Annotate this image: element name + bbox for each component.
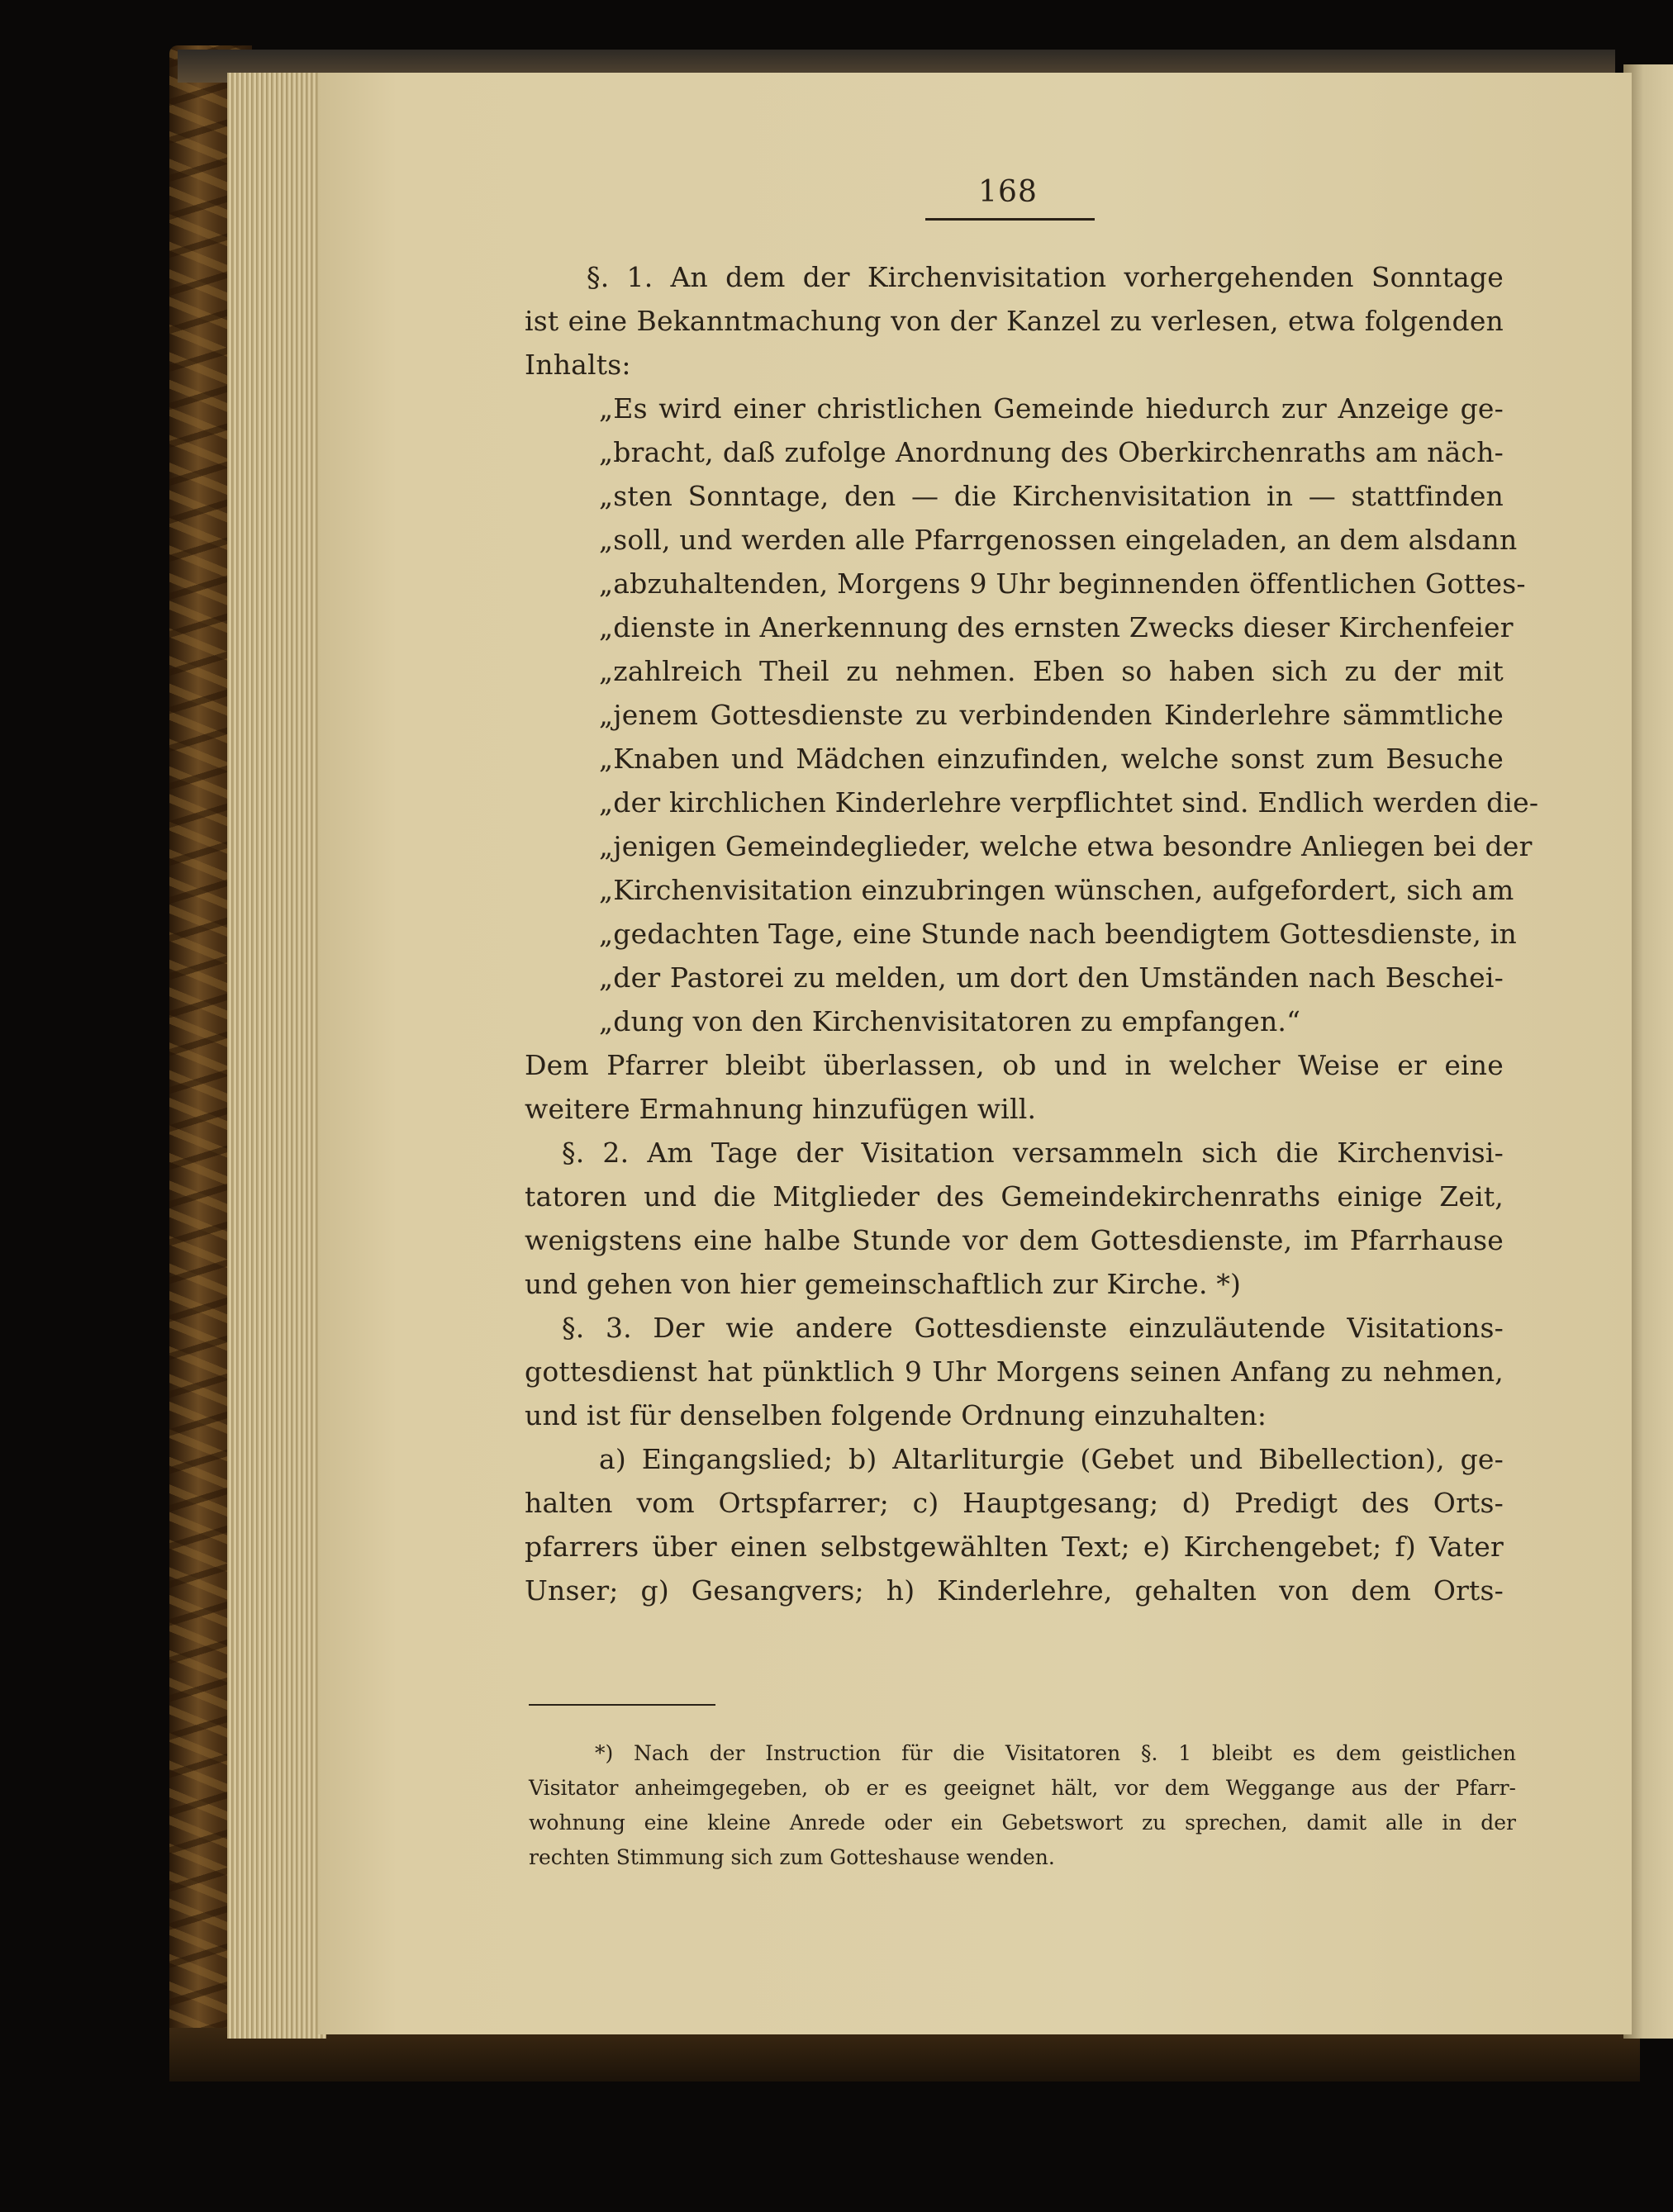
text-line: §. 1. An dem der Kirchenvisitation vorhergehenden Sonntage [587,261,1504,293]
footnote-line: wohnung eine kleine Anrede oder ein Gebetswort zu sprechen, damit alle in der [529,1811,1516,1835]
quote-line: „Knaben und Mädchen einzufinden, welche sonst zum Besuche [599,743,1504,775]
text-line: Dem Pfarrer bleibt überlassen, ob und in welcher Weise er eine [525,1049,1504,1081]
quote-line: „zahlreich Theil zu nehmen. Eben so haben sich zu der mit [599,655,1504,687]
quote-line: „abzuhaltenden, Morgens 9 Uhr beginnenden öffentlichen Gottes- [599,567,1526,600]
quote-line: „dung von den Kirchenvisitatoren zu empfangen.“ [599,1005,1301,1037]
footnote-line: *) Nach der Instruction für die Visitatoren §. 1 bleibt es dem geistlichen [595,1741,1516,1765]
quote-line: „gedachten Tage, eine Stunde nach beendigtem Gottesdienste, in [599,918,1518,950]
quote-line: „Es wird einer christlichen Gemeinde hiedurch zur Anzeige ge- [599,392,1504,425]
quote-line: „dienste in Anerkennung des ernsten Zwecks dieser Kirchenfeier [599,611,1514,643]
footnote-line: Visitator anheimgegeben, ob er es geeignet hält, vor dem Weggange aus der Pfarr- [529,1776,1516,1800]
quote-line: „jenem Gottesdienste zu verbindenden Kinderlehre sämmtliche [599,699,1504,731]
quote-line: „sten Sonntage, den — die Kirchenvisitation in — stattfinden [599,480,1504,512]
text-line: halten vom Ortspfarrer; c) Hauptgesang; d) Predigt des Orts- [525,1487,1504,1519]
text-line: a) Eingangslied; b) Altarliturgie (Gebet und Bibellection), ge- [599,1443,1504,1475]
text-line: ist eine Bekanntmachung von der Kanzel zu verlesen, etwa folgenden [525,305,1504,337]
text-line: wenigstens eine halbe Stunde vor dem Gottesdienste, im Pfarrhause [525,1224,1504,1256]
text-line: §. 3. Der wie andere Gottesdienste einzuläutende Visitations- [562,1312,1504,1344]
page-number: 168 [978,175,1038,209]
footnote-line: rechten Stimmung sich zum Gotteshause wenden. [529,1845,1055,1869]
quote-line: „der kirchlichen Kinderlehre verpflichtet sind. Endlich werden die- [599,786,1539,819]
quote-line: „soll, und werden alle Pfarrgenossen eingeladen, an dem alsdann [599,524,1518,556]
text-line: und ist für denselben folgende Ordnung einzuhalten: [525,1399,1267,1431]
text-line: pfarrers über einen selbstgewählten Text; e) Kirchengebet; f) Vater [525,1531,1504,1563]
text-line: und gehen von hier gemeinschaftlich zur Kirche. *) [525,1268,1242,1300]
quote-line: „der Pastorei zu melden, um dort den Umständen nach Beschei- [599,961,1504,994]
book-cover-bottom-edge [169,2028,1640,2081]
page-block-edges [227,73,326,2039]
page-number-rule [925,218,1095,221]
quote-line: „bracht, daß zufolge Anordnung des Oberkirchenraths am näch- [599,436,1504,468]
text-line: weitere Ermahnung hinzufügen will. [525,1093,1037,1125]
text-line: Inhalts: [525,349,631,381]
text-line: gottesdienst hat pünktlich 9 Uhr Morgens seinen Anfang zu nehmen, [525,1355,1504,1388]
quote-line: „jenigen Gemeindeglieder, welche etwa besondre Anliegen bei der [599,830,1533,862]
text-line: Unser; g) Gesangvers; h) Kinderlehre, gehalten von dem Orts- [525,1574,1504,1607]
quote-line: „Kirchenvisitation einzubringen wünschen, aufgefordert, sich am [599,874,1514,906]
text-line: §. 2. Am Tage der Visitation versammeln sich die Kirchenvisi- [562,1137,1504,1169]
text-line: tatoren und die Mitglieder des Gemeindekirchenraths einige Zeit, [525,1180,1504,1213]
footnote-rule [529,1704,715,1706]
